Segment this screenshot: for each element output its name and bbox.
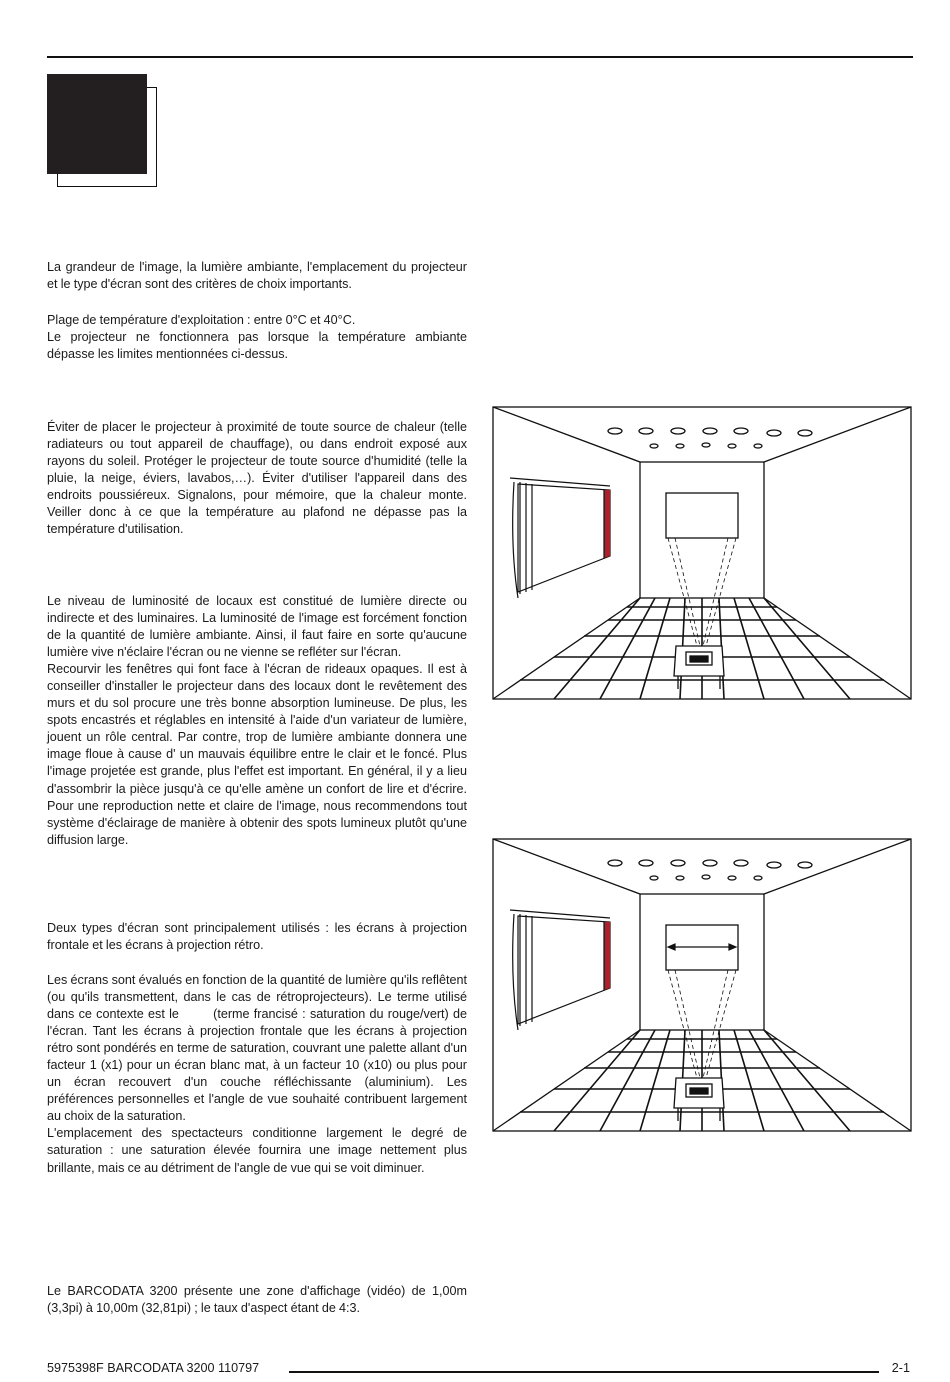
window-with-curtain (510, 478, 610, 598)
lighting-text-1: Le niveau de luminosité de locaux est constitué de lumière directe ou indirecte et des luminaires. La luminosité de l'image est forcément fonction de la quantité de lumière ambiante. Ainsi, il faut faire en sorte qu'aucune lumière vive n'éclaire l'écran ou ne vienne se refléter sur l'écran. (47, 594, 467, 660)
temperature-paragraph (47, 312, 467, 363)
display-zone-paragraph (47, 1283, 467, 1317)
temperature-range-text: Plage de température d'exploitation : entre 0°C et 40°C. (47, 313, 356, 327)
ceiling-spotlights (608, 860, 812, 880)
chapter-marker-block (47, 74, 147, 174)
room-illustration-screen-size (492, 838, 912, 1134)
footer-rule (289, 1371, 879, 1373)
intro-paragraph (47, 259, 467, 293)
gain-text-1: Les écrans sont évalués en fonction de la quantité de lumière qu'ils reflêtent (ou qu'ils transmettent, dans le cas de rétroprojecteurs). Le terme utilisé dans ce contexte est le (terme francisé : saturation du rouge/vert) de l'écran. Tant les écrans à projection frontale que les écrans à projection rétro sont pondérés en terme de saturation, couvrant une palette allant d'un facteur 1 (x1) pour un écran blanc mat, à un facteur 10 (x10) ou plus pour un écran recouvert d'un couche réfléchissante (aluminium). Les préférences personnelles et l'angle de vue souhaité contribuent largement au choix de la saturation. (47, 973, 471, 1124)
screen-types-text: Deux types d'écran sont principalement utilisés : les écrans à projection frontale et les écrans à projection rétro. (47, 921, 467, 953)
lighting-paragraph (47, 593, 467, 849)
gain-paragraph (47, 972, 471, 1177)
projected-screen (666, 493, 738, 538)
window-with-curtain (510, 910, 610, 1030)
page-number: 2-1 (891, 1361, 910, 1375)
chapter-marker (47, 74, 157, 187)
placement-text: Éviter de placer le projecteur à proximité de toute source de chaleur (telle radiateurs ou tout appareil de chauffage), ou dans endroit exposé aux rayons du soleil. Protéger le projecteur de toute source d'humidité (telle la pluie, la neige, éviers, lavabos,…). Éviter d'utiliser l'appareil dans des endroits poussiéreux. Signalons, pour mémoire, que la chaleur monte. Veiller donc à ce que la température au plafond ne dépasse pas la température d'utilisation. (47, 420, 467, 537)
screen-types-paragraph (47, 920, 467, 954)
gain-text-2: L'emplacement des spectacteurs conditionne largement le degré de saturation : une saturation élevée fournira une image nettement plus brillante, mais ce au détriment de l'angle de vue qui se voit diminuer. (47, 1126, 467, 1175)
temperature-warning-text: Le projecteur ne fonctionnera pas lorsque la température ambiante dépasse les limites mentionnées ci-dessus. (47, 330, 467, 362)
lighting-text-2: Recourvir les fenêtres qui font face à l'écran de rideaux opaques. Il est à conseiller d'installer le projecteur dans des locaux dont le revêtement des murs et du sol procure une très bonne absorption lumineuse. De plus, les spots encastrés et réglables en intensité à l'aide d'un variateur de lumière, jouent un rôle central. Par contre, trop de lumière ambiante donnera une image floue à cause d' un mauvais équilibre entre le clair et le foncé. Plus l'image projetée est grande, plus l'effet est important. En général, il y a lieu d'assombrir la pièce jusqu'à ce qu'elle amène un confort de lire et d'écrire. Pour une reproduction nette et claire de l'image, nous recommendons tout système d'éclairage de manière à obtenir des spots lumineux plutôt qu'une diffusion large. (47, 662, 467, 847)
display-zone-text: Le BARCODATA 3200 présente une zone d'affichage (vidéo) de 1,00m (3,3pi) à 10,00m (32,81pi) ; le taux d'aspect étant de 4:3. (47, 1284, 467, 1316)
footer-doc-ref: 5975398F BARCODATA 3200 110797 (47, 1361, 260, 1375)
placement-paragraph (47, 419, 467, 538)
header-rule (47, 56, 913, 58)
ceiling-spotlights (608, 428, 812, 448)
intro-text: La grandeur de l'image, la lumière ambiante, l'emplacement du projecteur et le type d'écran sont des critères de choix importants. (47, 260, 467, 292)
room-illustration-ambient-light (492, 406, 912, 702)
